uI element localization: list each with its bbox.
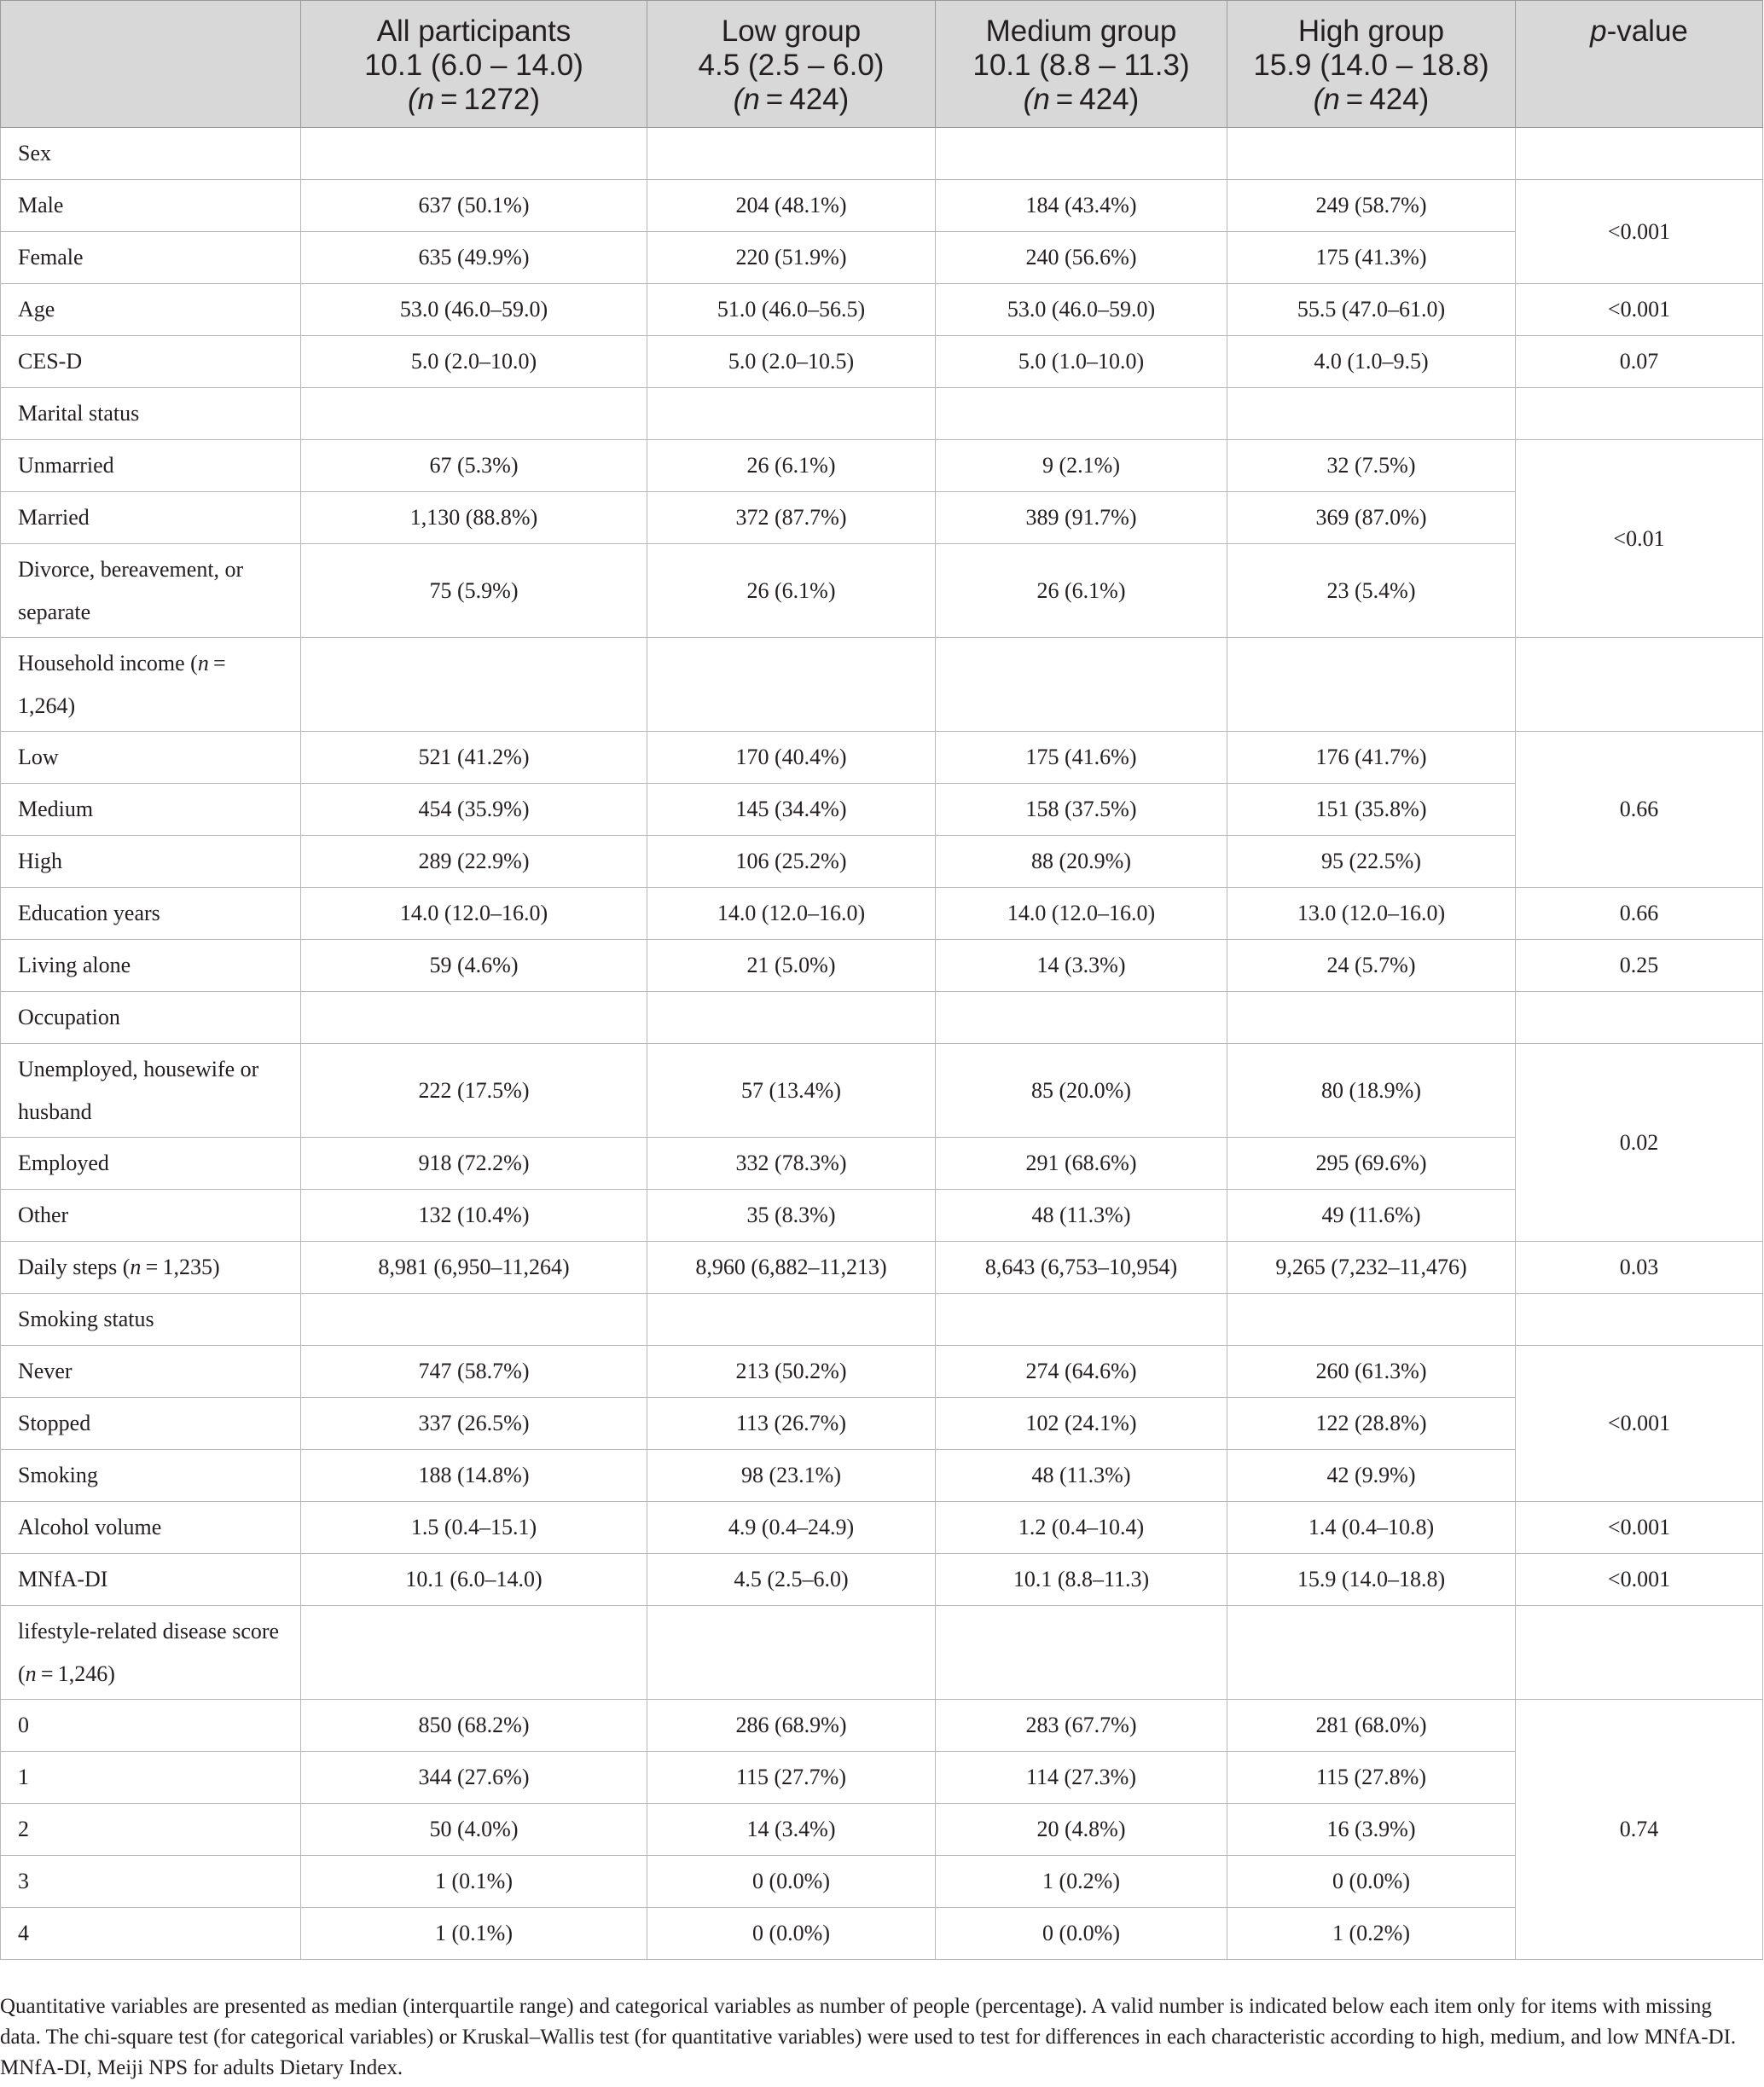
cell-high-group: 151 (35.8%) bbox=[1227, 784, 1516, 836]
cell-all-participants bbox=[301, 638, 647, 732]
row-label: Alcohol volume bbox=[1, 1502, 301, 1554]
cell-low-group: 14.0 (12.0–16.0) bbox=[647, 888, 936, 940]
cell-p-value: 0.03 bbox=[1516, 1242, 1763, 1294]
cell-medium-group: 274 (64.6%) bbox=[936, 1346, 1227, 1398]
cell-medium-group: 26 (6.1%) bbox=[936, 544, 1227, 638]
table-row bbox=[1, 1294, 1763, 1346]
row-label: Unmarried bbox=[1, 440, 301, 492]
cell-p-value: <0.001 bbox=[1516, 1554, 1763, 1606]
row-label: lifestyle-related disease score (n = 1,246) bbox=[1, 1606, 301, 1700]
cell-p-value: <0.001 bbox=[1516, 1502, 1763, 1554]
cell-high-group bbox=[1227, 1294, 1516, 1346]
cell-all-participants: 635 (49.9%) bbox=[301, 232, 647, 284]
cell-low-group: 115 (27.7%) bbox=[647, 1752, 936, 1804]
cell-high-group: 260 (61.3%) bbox=[1227, 1346, 1516, 1398]
cell-all-participants: 5.0 (2.0–10.0) bbox=[301, 336, 647, 388]
table-row bbox=[1, 1752, 1763, 1804]
cell-all-participants: 222 (17.5%) bbox=[301, 1044, 647, 1138]
cell-low-group: 4.5 (2.5–6.0) bbox=[647, 1554, 936, 1606]
cell-all-participants: 521 (41.2%) bbox=[301, 732, 647, 784]
cell-high-group bbox=[1227, 128, 1516, 180]
header-line: Medium group bbox=[985, 14, 1177, 48]
cell-p-value bbox=[1516, 1294, 1763, 1346]
cell-low-group: 204 (48.1%) bbox=[647, 180, 936, 232]
cell-all-participants: 637 (50.1%) bbox=[301, 180, 647, 232]
row-label: Household income (n = 1,264) bbox=[1, 638, 301, 732]
cell-all-participants: 1.5 (0.4–15.1) bbox=[301, 1502, 647, 1554]
cell-all-participants: 50 (4.0%) bbox=[301, 1804, 647, 1856]
cell-p-value bbox=[1516, 992, 1763, 1044]
cell-low-group bbox=[647, 638, 936, 732]
cell-medium-group: 291 (68.6%) bbox=[936, 1138, 1227, 1190]
table-row bbox=[1, 440, 1763, 492]
cell-high-group: 1.4 (0.4–10.8) bbox=[1227, 1502, 1516, 1554]
header-cell-p-value bbox=[1516, 1, 1763, 128]
cell-p-value: 0.74 bbox=[1516, 1700, 1763, 1960]
cell-medium-group: 9 (2.1%) bbox=[936, 440, 1227, 492]
cell-p-value: <0.001 bbox=[1516, 284, 1763, 336]
row-label: Education years bbox=[1, 888, 301, 940]
table-row bbox=[1, 336, 1763, 388]
cell-medium-group bbox=[936, 1606, 1227, 1700]
row-label: Living alone bbox=[1, 940, 301, 992]
table-row bbox=[1, 1606, 1763, 1700]
row-label: MNfA-DI bbox=[1, 1554, 301, 1606]
cell-p-value: 0.07 bbox=[1516, 336, 1763, 388]
cell-all-participants: 1,130 (88.8%) bbox=[301, 492, 647, 544]
cell-high-group: 115 (27.8%) bbox=[1227, 1752, 1516, 1804]
cell-p-value: <0.001 bbox=[1516, 1346, 1763, 1502]
cell-low-group bbox=[647, 128, 936, 180]
cell-high-group: 49 (11.6%) bbox=[1227, 1190, 1516, 1242]
table-row bbox=[1, 638, 1763, 732]
header-line: p-value bbox=[1590, 14, 1688, 48]
cell-high-group: 24 (5.7%) bbox=[1227, 940, 1516, 992]
cell-medium-group: 389 (91.7%) bbox=[936, 492, 1227, 544]
cell-low-group: 220 (51.9%) bbox=[647, 232, 936, 284]
cell-all-participants: 59 (4.6%) bbox=[301, 940, 647, 992]
cell-high-group: 32 (7.5%) bbox=[1227, 440, 1516, 492]
cell-low-group: 21 (5.0%) bbox=[647, 940, 936, 992]
cell-all-participants: 188 (14.8%) bbox=[301, 1450, 647, 1502]
table-row bbox=[1, 544, 1763, 638]
cell-high-group: 295 (69.6%) bbox=[1227, 1138, 1516, 1190]
cell-low-group bbox=[647, 1606, 936, 1700]
cell-medium-group: 85 (20.0%) bbox=[936, 1044, 1227, 1138]
cell-all-participants: 344 (27.6%) bbox=[301, 1752, 647, 1804]
cell-medium-group: 114 (27.3%) bbox=[936, 1752, 1227, 1804]
cell-medium-group: 158 (37.5%) bbox=[936, 784, 1227, 836]
cell-low-group: 5.0 (2.0–10.5) bbox=[647, 336, 936, 388]
cell-medium-group: 0 (0.0%) bbox=[936, 1908, 1227, 1960]
cell-medium-group bbox=[936, 638, 1227, 732]
table-row bbox=[1, 732, 1763, 784]
table-row bbox=[1, 1242, 1763, 1294]
cell-low-group: 332 (78.3%) bbox=[647, 1138, 936, 1190]
table-row bbox=[1, 992, 1763, 1044]
table-row bbox=[1, 1044, 1763, 1138]
cell-high-group: 95 (22.5%) bbox=[1227, 836, 1516, 888]
cell-all-participants bbox=[301, 1294, 647, 1346]
table-row bbox=[1, 1856, 1763, 1908]
cell-all-participants bbox=[301, 1606, 647, 1700]
cell-low-group: 98 (23.1%) bbox=[647, 1450, 936, 1502]
cell-all-participants: 75 (5.9%) bbox=[301, 544, 647, 638]
cell-all-participants: 1 (0.1%) bbox=[301, 1908, 647, 1960]
cell-high-group: 16 (3.9%) bbox=[1227, 1804, 1516, 1856]
row-label: Employed bbox=[1, 1138, 301, 1190]
cell-low-group: 57 (13.4%) bbox=[647, 1044, 936, 1138]
table-row bbox=[1, 1398, 1763, 1450]
header-line: (n = 424) bbox=[1313, 83, 1430, 116]
cell-low-group: 372 (87.7%) bbox=[647, 492, 936, 544]
cell-all-participants bbox=[301, 992, 647, 1044]
cell-high-group: 369 (87.0%) bbox=[1227, 492, 1516, 544]
cell-high-group: 281 (68.0%) bbox=[1227, 1700, 1516, 1752]
cell-low-group: 213 (50.2%) bbox=[647, 1346, 936, 1398]
cell-high-group: 80 (18.9%) bbox=[1227, 1044, 1516, 1138]
row-label: High bbox=[1, 836, 301, 888]
cell-medium-group: 240 (56.6%) bbox=[936, 232, 1227, 284]
cell-medium-group: 8,643 (6,753–10,954) bbox=[936, 1242, 1227, 1294]
cell-p-value: 0.66 bbox=[1516, 888, 1763, 940]
header-line: 4.5 (2.5 – 6.0) bbox=[698, 49, 885, 82]
cell-low-group: 286 (68.9%) bbox=[647, 1700, 936, 1752]
row-label: Male bbox=[1, 180, 301, 232]
cell-high-group bbox=[1227, 992, 1516, 1044]
table-footnote: Quantitative variables are presented as median (interquartile range) and categorical variables as number of people (percentage). A valid number is indicated below each item only for items with missing data. The chi-square test (for categorical variables) or Kruskal–Wallis test (for quantitative variables) were used to test for differences in each characteristic according to high, medium, and low MNfA-DI. MNfA-DI, Meiji NPS for adults Dietary Index. bbox=[0, 1995, 1737, 2079]
cell-high-group bbox=[1227, 638, 1516, 732]
cell-medium-group: 5.0 (1.0–10.0) bbox=[936, 336, 1227, 388]
table-row bbox=[1, 492, 1763, 544]
cell-low-group: 14 (3.4%) bbox=[647, 1804, 936, 1856]
cell-medium-group bbox=[936, 388, 1227, 440]
cell-medium-group: 10.1 (8.8–11.3) bbox=[936, 1554, 1227, 1606]
cell-medium-group: 20 (4.8%) bbox=[936, 1804, 1227, 1856]
cell-medium-group: 102 (24.1%) bbox=[936, 1398, 1227, 1450]
cell-high-group: 1 (0.2%) bbox=[1227, 1908, 1516, 1960]
cell-medium-group bbox=[936, 1294, 1227, 1346]
table-row bbox=[1, 128, 1763, 180]
header-cell-low-group bbox=[647, 1, 936, 128]
cell-high-group: 249 (58.7%) bbox=[1227, 180, 1516, 232]
cell-low-group: 106 (25.2%) bbox=[647, 836, 936, 888]
row-label: 0 bbox=[1, 1700, 301, 1752]
cell-high-group: 122 (28.8%) bbox=[1227, 1398, 1516, 1450]
row-label: 3 bbox=[1, 1856, 301, 1908]
table-row bbox=[1, 1804, 1763, 1856]
cell-low-group bbox=[647, 388, 936, 440]
row-label: Stopped bbox=[1, 1398, 301, 1450]
cell-low-group: 145 (34.4%) bbox=[647, 784, 936, 836]
cell-medium-group: 48 (11.3%) bbox=[936, 1190, 1227, 1242]
cell-low-group: 170 (40.4%) bbox=[647, 732, 936, 784]
cell-low-group: 26 (6.1%) bbox=[647, 544, 936, 638]
header-row bbox=[1, 1, 1763, 128]
row-label: Married bbox=[1, 492, 301, 544]
cell-medium-group: 48 (11.3%) bbox=[936, 1450, 1227, 1502]
cell-p-value: 0.25 bbox=[1516, 940, 1763, 992]
row-label: Divorce, bereavement, or separate bbox=[1, 544, 301, 638]
cell-medium-group: 175 (41.6%) bbox=[936, 732, 1227, 784]
header-line: 10.1 (8.8 – 11.3) bbox=[972, 49, 1190, 82]
table-row bbox=[1, 180, 1763, 232]
table-body bbox=[1, 128, 1763, 1960]
row-label: 4 bbox=[1, 1908, 301, 1960]
cell-p-value bbox=[1516, 388, 1763, 440]
row-label: Other bbox=[1, 1190, 301, 1242]
row-label: Smoking bbox=[1, 1450, 301, 1502]
header-line: 15.9 (14.0 – 18.8) bbox=[1253, 49, 1489, 82]
row-label: 2 bbox=[1, 1804, 301, 1856]
cell-high-group: 175 (41.3%) bbox=[1227, 232, 1516, 284]
cell-medium-group: 53.0 (46.0–59.0) bbox=[936, 284, 1227, 336]
header-line: High group bbox=[1297, 14, 1445, 48]
row-label: Marital status bbox=[1, 388, 301, 440]
cell-low-group: 4.9 (0.4–24.9) bbox=[647, 1502, 936, 1554]
cell-low-group: 0 (0.0%) bbox=[647, 1856, 936, 1908]
row-label: Smoking status bbox=[1, 1294, 301, 1346]
row-label: Never bbox=[1, 1346, 301, 1398]
cell-medium-group: 1.2 (0.4–10.4) bbox=[936, 1502, 1227, 1554]
cell-low-group bbox=[647, 992, 936, 1044]
cell-medium-group: 14.0 (12.0–16.0) bbox=[936, 888, 1227, 940]
cell-all-participants: 67 (5.3%) bbox=[301, 440, 647, 492]
table-row bbox=[1, 1450, 1763, 1502]
cell-medium-group: 1 (0.2%) bbox=[936, 1856, 1227, 1908]
table-row bbox=[1, 1700, 1763, 1752]
cell-medium-group: 184 (43.4%) bbox=[936, 180, 1227, 232]
row-label: Female bbox=[1, 232, 301, 284]
cell-high-group: 55.5 (47.0–61.0) bbox=[1227, 284, 1516, 336]
row-label: Occupation bbox=[1, 992, 301, 1044]
table-row bbox=[1, 1346, 1763, 1398]
row-label: Medium bbox=[1, 784, 301, 836]
table-header bbox=[1, 1, 1763, 128]
cell-all-participants: 850 (68.2%) bbox=[301, 1700, 647, 1752]
table-row bbox=[1, 1138, 1763, 1190]
cell-all-participants bbox=[301, 388, 647, 440]
cell-high-group: 23 (5.4%) bbox=[1227, 544, 1516, 638]
header-line: (n = 424) bbox=[1023, 83, 1140, 116]
table-row bbox=[1, 940, 1763, 992]
cell-p-value bbox=[1516, 638, 1763, 732]
cell-all-participants: 14.0 (12.0–16.0) bbox=[301, 888, 647, 940]
cell-high-group bbox=[1227, 1606, 1516, 1700]
table-row bbox=[1, 1502, 1763, 1554]
header-line: Low group bbox=[721, 14, 862, 48]
table-row bbox=[1, 388, 1763, 440]
cell-p-value bbox=[1516, 128, 1763, 180]
table-row bbox=[1, 836, 1763, 888]
cell-low-group: 51.0 (46.0–56.5) bbox=[647, 284, 936, 336]
cell-medium-group: 14 (3.3%) bbox=[936, 940, 1227, 992]
cell-high-group: 15.9 (14.0–18.8) bbox=[1227, 1554, 1516, 1606]
cell-medium-group bbox=[936, 992, 1227, 1044]
cell-low-group bbox=[647, 1294, 936, 1346]
cell-high-group: 13.0 (12.0–16.0) bbox=[1227, 888, 1516, 940]
cell-medium-group bbox=[936, 128, 1227, 180]
cell-high-group bbox=[1227, 388, 1516, 440]
header-cell-variable bbox=[1, 1, 301, 128]
cell-low-group: 35 (8.3%) bbox=[647, 1190, 936, 1242]
row-label: Sex bbox=[1, 128, 301, 180]
row-label: 1 bbox=[1, 1752, 301, 1804]
cell-all-participants: 53.0 (46.0–59.0) bbox=[301, 284, 647, 336]
cell-all-participants: 1 (0.1%) bbox=[301, 1856, 647, 1908]
row-label: Age bbox=[1, 284, 301, 336]
cell-all-participants bbox=[301, 128, 647, 180]
cell-all-participants: 747 (58.7%) bbox=[301, 1346, 647, 1398]
cell-all-participants: 454 (35.9%) bbox=[301, 784, 647, 836]
cell-all-participants: 289 (22.9%) bbox=[301, 836, 647, 888]
cell-p-value bbox=[1516, 1606, 1763, 1700]
cell-all-participants: 10.1 (6.0–14.0) bbox=[301, 1554, 647, 1606]
cell-medium-group: 283 (67.7%) bbox=[936, 1700, 1227, 1752]
cell-all-participants: 918 (72.2%) bbox=[301, 1138, 647, 1190]
cell-all-participants: 337 (26.5%) bbox=[301, 1398, 647, 1450]
cell-low-group: 8,960 (6,882–11,213) bbox=[647, 1242, 936, 1294]
table-row bbox=[1, 284, 1763, 336]
table-row bbox=[1, 888, 1763, 940]
header-line: (n = 1272) bbox=[407, 83, 541, 116]
cell-low-group: 113 (26.7%) bbox=[647, 1398, 936, 1450]
cell-p-value: 0.66 bbox=[1516, 732, 1763, 888]
cell-medium-group: 88 (20.9%) bbox=[936, 836, 1227, 888]
row-label: Unemployed, housewife or husband bbox=[1, 1044, 301, 1138]
cell-high-group: 0 (0.0%) bbox=[1227, 1856, 1516, 1908]
cell-high-group: 42 (9.9%) bbox=[1227, 1450, 1516, 1502]
cell-high-group: 9,265 (7,232–11,476) bbox=[1227, 1242, 1516, 1294]
cell-p-value: 0.02 bbox=[1516, 1044, 1763, 1242]
cell-low-group: 0 (0.0%) bbox=[647, 1908, 936, 1960]
row-label: Low bbox=[1, 732, 301, 784]
header-line: All participants bbox=[376, 14, 572, 48]
cell-all-participants: 132 (10.4%) bbox=[301, 1190, 647, 1242]
header-cell-high-group bbox=[1227, 1, 1516, 128]
cell-p-value: <0.001 bbox=[1516, 180, 1763, 284]
header-line: 10.1 (6.0 – 14.0) bbox=[364, 49, 583, 82]
table-row bbox=[1, 1908, 1763, 1960]
row-label: Daily steps (n = 1,235) bbox=[1, 1242, 301, 1294]
row-label: CES-D bbox=[1, 336, 301, 388]
table-row bbox=[1, 232, 1763, 284]
table-row bbox=[1, 784, 1763, 836]
header-line: (n = 424) bbox=[733, 83, 850, 116]
header-cell-all-participants bbox=[301, 1, 647, 128]
cell-low-group: 26 (6.1%) bbox=[647, 440, 936, 492]
table-row bbox=[1, 1190, 1763, 1242]
cell-all-participants: 8,981 (6,950–11,264) bbox=[301, 1242, 647, 1294]
table-row bbox=[1, 1554, 1763, 1606]
cell-p-value: <0.01 bbox=[1516, 440, 1763, 638]
header-cell-medium-group bbox=[936, 1, 1227, 128]
cell-high-group: 176 (41.7%) bbox=[1227, 732, 1516, 784]
cell-high-group: 4.0 (1.0–9.5) bbox=[1227, 336, 1516, 388]
